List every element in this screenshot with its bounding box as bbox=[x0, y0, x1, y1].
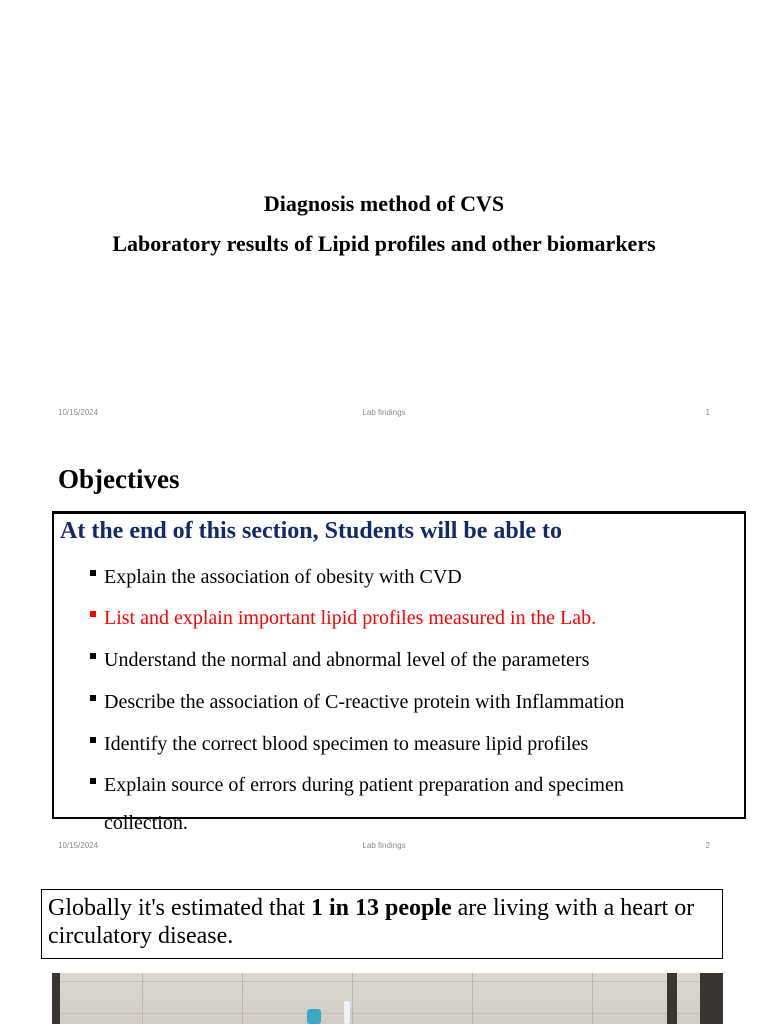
objectives-intro: At the end of this section, Students will be able to bbox=[60, 518, 563, 544]
tube-cap-shape bbox=[307, 1009, 321, 1024]
footer-page-number: 2 bbox=[705, 841, 710, 850]
bullet-square-icon bbox=[90, 737, 96, 743]
tube-shape bbox=[344, 1001, 350, 1024]
objectives-box: At the end of this section, Students will be able to Explain the association of obesity with CVD List and explain important lipid profiles measured in the Lab. Understand the normal and abnormal level of the parameters Describe the association of C-reactive protein with Inflammation Identify the correct blood specimen to measure lipid profiles Explain source of errors during patient preparation and specimen collection. bbox=[52, 511, 746, 819]
bullet-square-icon bbox=[90, 695, 96, 701]
slide-1 bbox=[0, 0, 768, 430]
footer-date: 10/15/2024 bbox=[58, 408, 99, 417]
slide-2 bbox=[0, 430, 768, 863]
footer-title: Lab findings bbox=[362, 841, 406, 850]
bullet-square-icon bbox=[90, 611, 96, 617]
lab-photo bbox=[52, 973, 723, 1024]
footer-date: 10/15/2024 bbox=[58, 841, 99, 850]
footer-page-number: 1 bbox=[705, 408, 710, 417]
footer-title: Lab findings bbox=[362, 408, 406, 417]
slide-title-main: Diagnosis method of CVS bbox=[263, 191, 505, 216]
slide-3 bbox=[0, 863, 768, 1024]
bullet-square-icon bbox=[90, 778, 96, 784]
slide-title-sub: Laboratory results of Lipid profiles and other biomarkers bbox=[112, 231, 656, 256]
bullet-square-icon bbox=[90, 570, 96, 576]
statistic-highlight: 1 in 13 people bbox=[310, 895, 452, 921]
bullet-square-icon bbox=[90, 653, 96, 659]
objectives-heading: Objectives bbox=[58, 464, 180, 494]
statistic-callout: Globally it's estimated that 1 in 13 people are living with a heart or circulatory disease. bbox=[41, 889, 723, 959]
